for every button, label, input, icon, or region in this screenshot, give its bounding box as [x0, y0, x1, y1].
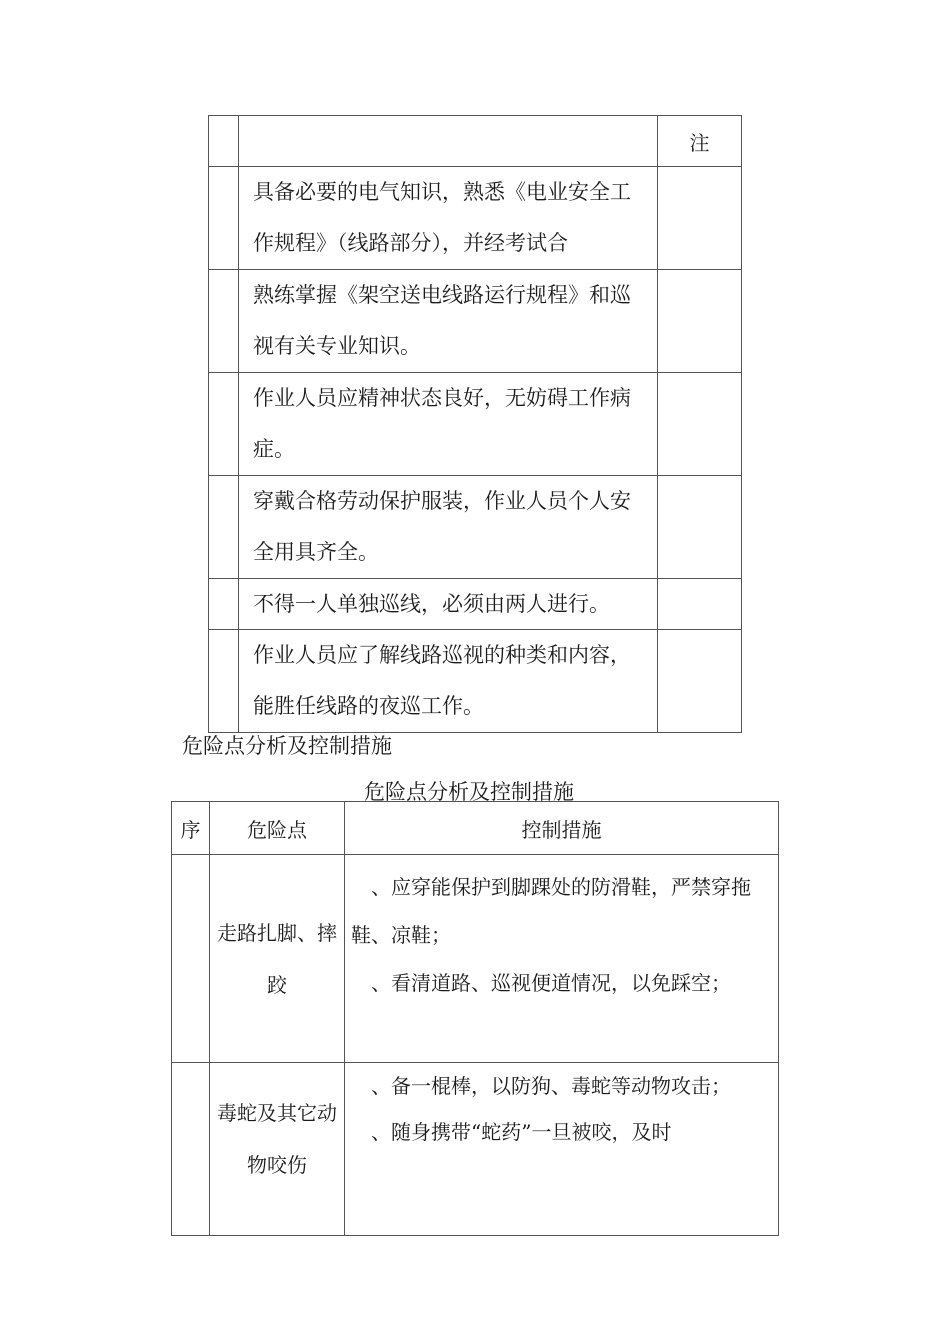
- table-row: [172, 855, 779, 1063]
- table-row: [209, 630, 742, 733]
- requirement-text: 不得一人单独巡线，必须由两人进行。: [239, 579, 658, 630]
- measure-item: 、看清道路、巡视便道情况，以免踩空；: [371, 971, 731, 995]
- note-cell: [658, 270, 742, 373]
- seq-cell: [172, 855, 210, 1063]
- requirement-text: 作业人员应精神状态良好，无妨碍工作病症。: [239, 373, 658, 476]
- measure-item: 、随身携带“蛇药”一旦被咬，及时: [371, 1120, 672, 1144]
- measure-item: 、应穿能保护到脚踝处的防滑鞋，严禁穿拖鞋、凉鞋；: [351, 875, 751, 947]
- seq-cell: [209, 270, 239, 373]
- hazard-cell: 毒蛇及其它动物咬伤: [210, 1063, 345, 1236]
- note-cell: [658, 476, 742, 579]
- measures-header: 控制措施: [345, 802, 779, 855]
- requirement-text: 作业人员应了解线路巡视的种类和内容，能胜任线路的夜巡工作。: [239, 630, 658, 733]
- seq-cell: [209, 579, 239, 630]
- measures-cell: [345, 855, 779, 1063]
- table-row: [209, 167, 742, 270]
- measure-item: 、备一棍棒，以防狗、毒蛇等动物攻击；: [371, 1074, 731, 1098]
- note-cell: [658, 630, 742, 733]
- table-caption: 危险点分析及控制措施: [364, 780, 574, 804]
- requirement-text: 穿戴合格劳动保护服装，作业人员个人安全用具齐全。: [239, 476, 658, 579]
- table-header-row: [172, 802, 779, 855]
- table-header-row: [209, 116, 742, 167]
- seq-cell: [209, 476, 239, 579]
- requirement-text: 具备必要的电气知识，熟悉《电业安全工作规程》（线路部分），并经考试合: [239, 167, 658, 270]
- hazard-header: 危险点: [210, 802, 345, 855]
- content-cell: [239, 116, 658, 167]
- requirement-text: 熟练掌握《架空送电线路运行规程》和巡视有关专业知识。: [239, 270, 658, 373]
- table-row: [209, 373, 742, 476]
- section-heading: 危险点分析及控制措施: [182, 734, 392, 758]
- table-row: [209, 270, 742, 373]
- note-cell: [658, 373, 742, 476]
- requirements-table: [208, 115, 742, 733]
- note-cell: [658, 579, 742, 630]
- measures-cell: [345, 1063, 779, 1236]
- seq-header: 序: [172, 802, 210, 855]
- seq-cell: [209, 373, 239, 476]
- note-cell: [658, 167, 742, 270]
- hazard-cell: 走路扎脚、摔跤: [210, 855, 345, 1063]
- table-row: [209, 579, 742, 630]
- note-header-cell: 注: [658, 116, 742, 167]
- table-row: [209, 476, 742, 579]
- seq-cell: [172, 1063, 210, 1236]
- seq-cell: [209, 167, 239, 270]
- hazard-table: [171, 801, 779, 1236]
- seq-cell: [209, 630, 239, 733]
- table-row: [172, 1063, 779, 1236]
- seq-cell: [209, 116, 239, 167]
